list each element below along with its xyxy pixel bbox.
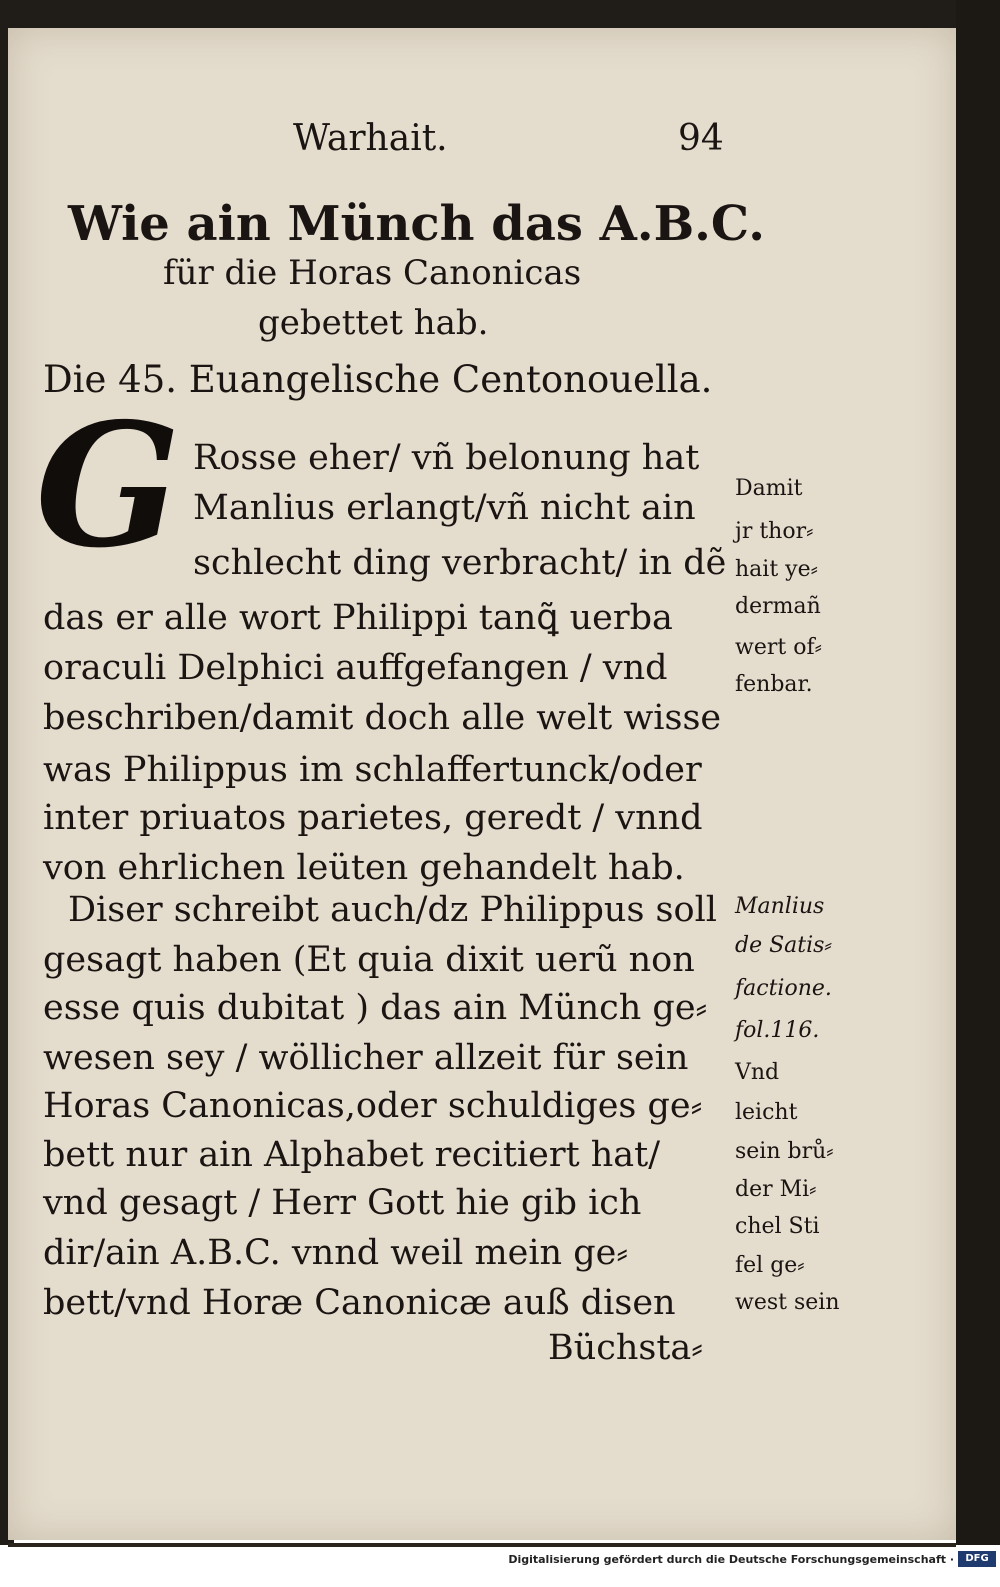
chapter-title-line-3: gebettet hab. — [258, 303, 489, 343]
chapter-title-line-2: für die Horas Canonicas — [163, 253, 582, 293]
body-line: esse quis dubitat ) das ain Münch ge⸗ — [43, 988, 708, 1028]
margin-note-line: dermañ — [735, 594, 821, 619]
chapter-subtitle: Die 45. Euangelische Centonouella. — [43, 358, 713, 401]
running-title: Warhait. — [293, 118, 448, 159]
funding-credit: Digitalisierung gefördert durch die Deutsche Forschungsgemeinschaft · — [508, 1553, 954, 1566]
margin-note-line: wert of⸗ — [735, 635, 822, 660]
margin-note-line: Damit — [735, 476, 803, 501]
body-line: oraculi Delphici auffgefangen / vnd — [43, 648, 668, 688]
body-line: von ehrlichen leüten gehandelt hab. — [43, 848, 685, 888]
body-line: Horas Canonicas,oder schuldiges ge⸗ — [43, 1086, 703, 1126]
margin-note-line: fel ge⸗ — [735, 1253, 805, 1278]
scan-border-right — [956, 0, 1000, 1545]
margin-note-line: Manlius — [735, 894, 825, 919]
margin-note-line: der Mi⸗ — [735, 1177, 817, 1202]
margin-note-line: leicht — [735, 1100, 798, 1125]
chapter-title-line-1: Wie ain Münch das A.B.C. — [68, 196, 765, 252]
dfg-logo: DFG — [958, 1551, 996, 1567]
body-line: Diser schreibt auch/dz Philippus soll — [68, 890, 717, 930]
catchword: Büchsta⸗ — [548, 1328, 703, 1368]
digitization-footer — [0, 1548, 1000, 1587]
body-line: inter priuatos parietes, geredt / vnnd — [43, 798, 703, 838]
margin-note-line: fenbar. — [735, 672, 813, 697]
body-line: schlecht ding verbracht/ in dẽ — [193, 543, 727, 583]
drop-cap-initial: G — [35, 386, 181, 586]
page-bottom-edge — [8, 1543, 956, 1547]
body-line: vnd gesagt / Herr Gott hie gib ich — [43, 1183, 642, 1223]
body-line: bett/vnd Horæ Canonicæ auß disen — [43, 1283, 676, 1323]
body-line: was Philippus im schlaffertunck/oder — [43, 750, 702, 790]
body-line: beschriben/damit doch alle welt wisse — [43, 698, 722, 738]
body-line: dir/ain A.B.C. vnnd weil mein ge⸗ — [43, 1233, 628, 1273]
body-line: gesagt haben (Et quia dixit uerũ non — [43, 940, 695, 980]
margin-note-line: sein brů⸗ — [735, 1139, 834, 1164]
body-line: wesen sey / wöllicher allzeit für sein — [43, 1038, 689, 1078]
margin-note-line: factione. — [735, 976, 832, 1001]
margin-note-line: Vnd — [735, 1060, 780, 1085]
margin-note-line: chel Sti — [735, 1214, 820, 1239]
body-line: bett nur ain Alphabet recitiert hat/ — [43, 1135, 661, 1175]
margin-note-line: fol.116. — [735, 1018, 820, 1043]
margin-note-line: west sein — [735, 1290, 840, 1315]
body-line: Manlius erlangt/vñ nicht ain — [193, 488, 696, 528]
scan-border-top — [0, 0, 1000, 30]
body-line: das er alle wort Philippi tanꝗ̃ uerba — [43, 598, 673, 638]
margin-note-line: de Satis⸗ — [735, 933, 832, 958]
margin-note-line: jr thor⸗ — [735, 519, 814, 544]
page-number: 94 — [678, 118, 724, 159]
margin-note-line: hait ye⸗ — [735, 557, 818, 582]
book-page — [8, 28, 956, 1540]
body-line: Rosse eher/ vñ belonung hat — [193, 438, 700, 478]
